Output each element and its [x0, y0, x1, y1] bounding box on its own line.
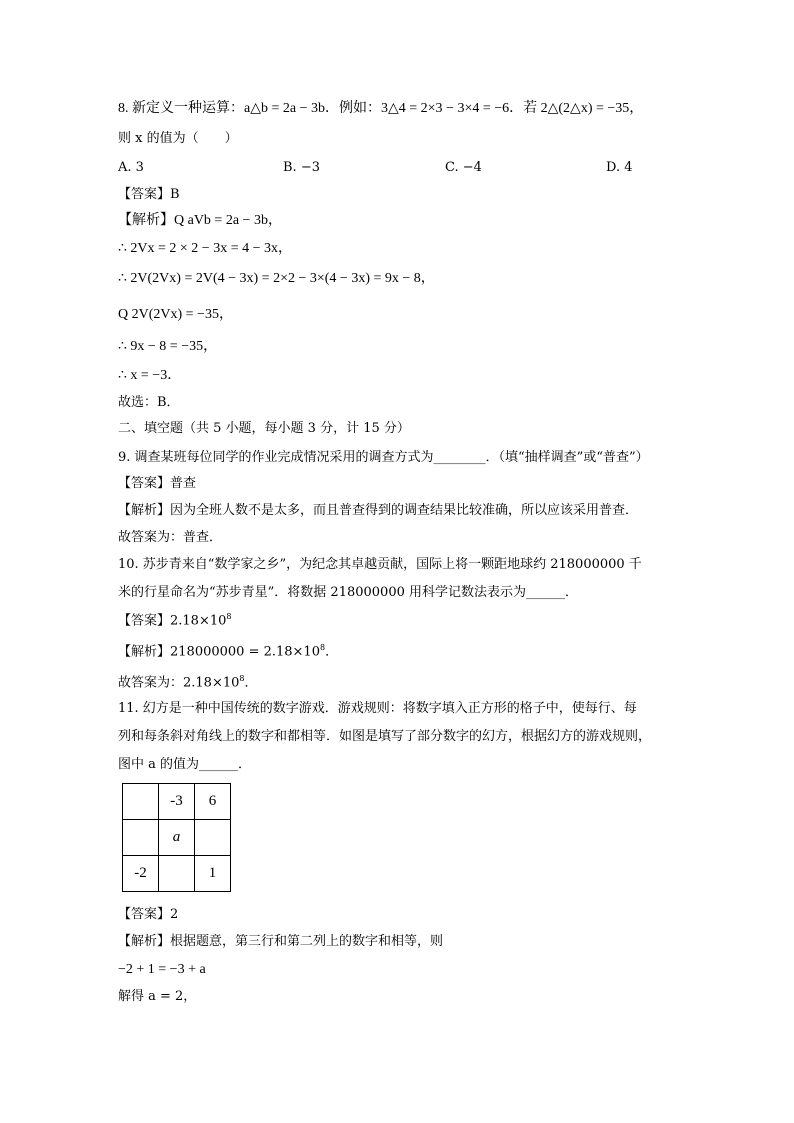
q10-analysis-exponent: 8 [319, 643, 326, 652]
q9-stem: 9. 调查某班每位同学的作业完成情况采用的调查方式为________．（填“抽样调查”或“普查”） [118, 450, 649, 465]
q8-option-b: B. −3 [283, 160, 320, 175]
magic-square-grid [122, 783, 231, 892]
q11-stem-line3: 图中 a 的值为______． [118, 757, 252, 772]
grid-cell-r3c1: -2 [123, 856, 159, 892]
grid-cell-r2c1 [123, 820, 159, 856]
q10-conclusion-exponent: 8 [239, 674, 245, 683]
grid-cell-r2c2: a [159, 820, 195, 856]
q9-conclusion: 故答案为：普查． [118, 530, 223, 545]
q8-answer: 【答案】B [118, 187, 180, 202]
q8-analysis-line1: 【解析】Q aVb = 2a − 3b， [118, 213, 282, 228]
q11-analysis-line2: −2 + 1 = −3 + a [118, 962, 206, 977]
grid-cell-r1c1 [123, 784, 159, 820]
q10-answer [118, 612, 231, 629]
section-2-header: 二、填空题（共 5 小题，每小题 3 分，计 15 分） [118, 421, 410, 436]
grid-cell-r3c2 [159, 856, 195, 892]
grid-row-1 [123, 784, 231, 820]
grid-row-3 [123, 856, 231, 892]
q9-analysis: 【解析】因为全班人数不是太多，而且普查得到的调查结果比较准确，所以应该采用普查． [118, 503, 639, 518]
q11-analysis-line1: 【解析】根据题意，第三行和第二列上的数字和相等，则 [118, 934, 444, 949]
q11-analysis-line3: 解得 a = 2， [118, 989, 197, 1004]
q10-analysis-text: 【解析】218000000 = 2.18×10 [118, 644, 320, 660]
grid-row-2 [123, 820, 231, 856]
q8-analysis-line6: ∴ x = −3． [118, 368, 182, 383]
q11-stem-line2: 列和每条斜对角线上的数字和都相等．如图是填写了部分数字的幻方，根据幻方的游戏规则， [118, 729, 652, 744]
q8-analysis-line4: Q 2V(2Vx) = −35， [118, 307, 233, 322]
grid-cell-r2c3 [195, 820, 231, 856]
q8-stem-line2: 则 x 的值为（ ） [118, 131, 238, 146]
q8-analysis-line5: ∴ 9x − 8 = −35， [118, 339, 218, 354]
grid-cell-r1c2: -3 [159, 784, 195, 820]
q9-answer: 【答案】普查 [118, 476, 197, 491]
q8-analysis-line2: ∴ 2Vx = 2 × 2 − 3x = 4 − 3x， [118, 241, 292, 256]
q8-option-a: A. 3 [118, 160, 144, 175]
grid-cell-r1c3: 6 [195, 784, 231, 820]
q10-answer-text: 【答案】2.18×10 [118, 613, 227, 629]
q10-conclusion-text: 故答案为：2.18×10 [118, 675, 240, 691]
q10-analysis [118, 643, 338, 660]
q8-analysis-line3: ∴ 2V(2Vx) = 2V(4 − 3x) = 2×2 − 3×(4 − 3x) = 9x − 8， [118, 271, 435, 286]
q8-conclusion: 故选：B． [118, 395, 180, 410]
grid-cell-r3c3: 1 [195, 856, 231, 892]
q10-stem-line1: 10. 苏步青来自“数学家之乡”，为纪念其卓越贡献，国际上将一颗距地球约 218000000 千 [118, 557, 642, 572]
q10-conclusion-period: ． [244, 675, 258, 691]
q10-analysis-period: ． [325, 644, 339, 660]
q8-option-d: D. 4 [606, 160, 633, 175]
q11-stem-line1: 11. 幻方是一种中国传统的数字游戏．游戏规则：将数字填入正方形的格子中，使每行、每 [118, 701, 637, 716]
q10-answer-exponent: 8 [226, 612, 232, 621]
q8-option-c: C. −4 [445, 160, 482, 175]
q10-conclusion [118, 674, 258, 691]
q10-stem-line2: 米的行星命名为“苏步青星”．将数据 218000000 用科学记数法表示为______． [118, 585, 578, 600]
q8-stem-line1: 8. 新定义一种运算：a△b = 2a − 3b．例如：3△4 = 2×3 − 3×4 = −6．若 2△(2△x) = −35， [118, 101, 644, 116]
q11-answer: 【答案】2 [118, 907, 179, 922]
